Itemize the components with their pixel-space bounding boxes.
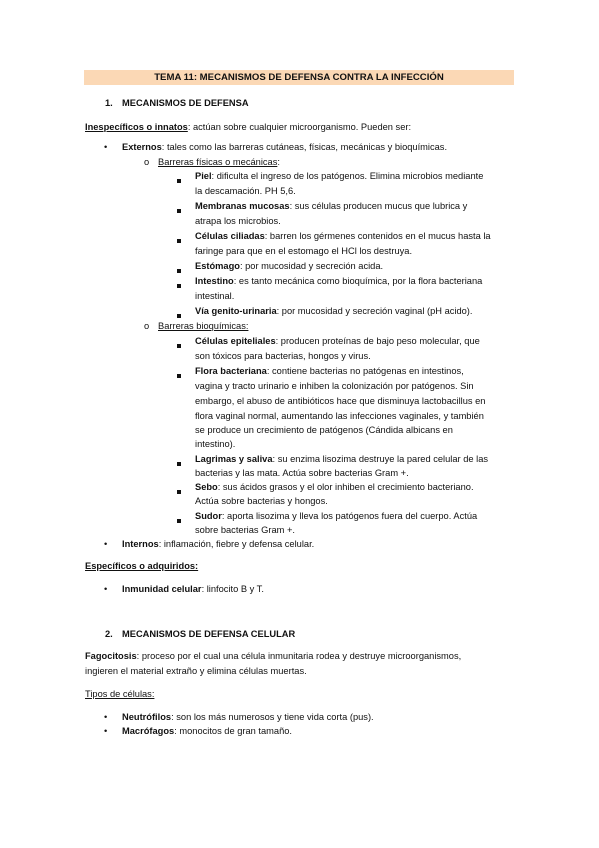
fisicas-item-intestino xyxy=(195,276,482,286)
item-text-continued: intestinal. xyxy=(195,291,235,301)
square-bullet-icon xyxy=(177,370,181,380)
neutrofilos-item xyxy=(122,712,374,722)
bullet-icon: • xyxy=(104,539,108,549)
macrofagos-label: Macrófagos xyxy=(122,726,175,736)
especificos-heading: Específicos o adquiridos: xyxy=(85,561,199,571)
internos-text: : inflamación, fiebre y defensa celular. xyxy=(158,539,315,549)
fisicas-item-ciliadas xyxy=(195,231,491,241)
item-text-continued: sobre bacterias Gram +. xyxy=(195,525,295,535)
externos-item xyxy=(122,142,447,152)
fagocitosis-paragraph xyxy=(85,651,461,661)
fisicas-label: Barreras físicas o mecánicas xyxy=(158,157,278,167)
bullet-icon: • xyxy=(104,142,108,152)
square-bullet-icon xyxy=(177,515,181,525)
item-text-continued: la descamación. PH 5,6. xyxy=(195,186,296,196)
section-2-number: 2. xyxy=(105,629,113,639)
circle-bullet: o xyxy=(144,157,150,167)
item-label: Sudor xyxy=(195,511,222,521)
item-text-continued: faringe para que en el estomago el HCl los destruya. xyxy=(195,246,413,256)
item-text: : producen proteínas de bajo peso molecular, que xyxy=(275,336,480,346)
item-label: Vía genito-urinaria xyxy=(195,306,277,316)
neutrofilos-label: Neutrófilos xyxy=(122,712,172,722)
item-label: Estómago xyxy=(195,261,240,271)
square-bullet-icon xyxy=(177,340,181,350)
tipos-heading: Tipos de células: xyxy=(85,689,155,699)
item-text-continued: Actúa sobre bacterias y hongos. xyxy=(195,496,328,506)
bullet-icon: • xyxy=(104,726,108,736)
item-text-continued: se produce un crecimiento de patógenos (Cándida albicans en xyxy=(195,425,453,435)
externos-label: Externos xyxy=(122,142,162,152)
fagocitosis-text-continued: ingieren el material extraño y elimina células muertas. xyxy=(85,666,307,676)
inmunidad-text: : linfocito B y T. xyxy=(201,584,264,594)
inespecificos-paragraph xyxy=(85,122,411,132)
item-text: : por mucosidad y secreción vaginal (pH acido). xyxy=(276,306,473,316)
item-text-continued: vagina y tracto urinario e inhiben la colonización por patógenos. Sin xyxy=(195,381,474,391)
item-text-continued: embargo, el abuso de antibióticos hace que disminuya lactobacillus en xyxy=(195,396,486,406)
square-bullet-icon xyxy=(177,175,181,185)
fisicas-item-piel xyxy=(195,171,483,181)
square-bullet-icon xyxy=(177,235,181,245)
fisicas-item-estomago xyxy=(195,261,383,271)
item-label: Células epiteliales xyxy=(195,336,276,346)
item-label: Células ciliadas xyxy=(195,231,265,241)
inmunidad-item xyxy=(122,584,264,594)
item-text: : barren los gérmenes contenidos en el mucus hasta la xyxy=(264,231,491,241)
square-bullet-icon xyxy=(177,310,181,320)
item-text: : sus células producen mucus que lubrica y xyxy=(289,201,468,211)
fisicas-item-genito xyxy=(195,306,472,316)
section-1-heading: MECANISMOS DE DEFENSA xyxy=(122,98,249,108)
macrofagos-item xyxy=(122,726,292,736)
inmunidad-label: Inmunidad celular xyxy=(122,584,202,594)
inespecificos-label: Inespecíficos o innatos xyxy=(85,122,188,132)
fisicas-colon: : xyxy=(277,157,280,167)
square-bullet-icon xyxy=(177,486,181,496)
fagocitosis-label: Fagocitosis xyxy=(85,651,137,661)
fisicas-item-mucosas xyxy=(195,201,467,211)
externos-text: : tales como las barreras cutáneas, físicas, mecánicas y bioquímicas. xyxy=(161,142,448,152)
bullet-icon: • xyxy=(104,584,108,594)
item-text: : aporta lisozima y lleva los patógenos fuera del cuerpo. Actúa xyxy=(221,511,478,521)
item-text-continued: son tóxicos para bacterias, hongos y virus. xyxy=(195,351,371,361)
square-bullet-icon xyxy=(177,280,181,290)
item-label: Flora bacteriana xyxy=(195,366,267,376)
item-label: Membranas mucosas xyxy=(195,201,290,211)
bioquimicas-heading: Barreras bioquímicas: xyxy=(158,321,249,331)
bioquimicas-item-epiteliales xyxy=(195,336,480,346)
internos-item xyxy=(122,539,314,549)
item-label: Piel xyxy=(195,171,212,181)
section-2-heading: MECANISMOS DE DEFENSA CELULAR xyxy=(122,629,296,639)
item-label: Sebo xyxy=(195,482,218,492)
item-text: : por mucosidad y secreción acida. xyxy=(239,261,384,271)
item-label: Intestino xyxy=(195,276,234,286)
section-1-number: 1. xyxy=(105,98,113,108)
bioquimicas-item-flora xyxy=(195,366,464,376)
item-text-continued: intestino). xyxy=(195,439,236,449)
internos-label: Internos xyxy=(122,539,159,549)
bioquimicas-item-sebo xyxy=(195,482,474,492)
item-text-continued: atrapa los microbios. xyxy=(195,216,281,226)
item-text: : su enzima lisozima destruye la pared celular de las xyxy=(272,454,489,464)
item-text: : es tanto mecánica como bioquímica, por la flora bacteriana xyxy=(233,276,483,286)
item-text-continued: bacterias y las mata. Actúa sobre bacterias Gram +. xyxy=(195,468,409,478)
fisicas-heading xyxy=(158,157,280,167)
inespecificos-text: : actúan sobre cualquier microorganismo. Pueden ser: xyxy=(187,122,412,132)
item-text: : dificulta el ingreso de los patógenos. Elimina microbios mediante xyxy=(211,171,484,181)
item-text-continued: flora vaginal normal, aumentando las infecciones vaginales, y también xyxy=(195,411,484,421)
item-text: : sus ácidos grasos y el olor inhiben el crecimiento bacteriano. xyxy=(217,482,474,492)
bioquimicas-item-sudor xyxy=(195,511,477,521)
fagocitosis-text: : proceso por el cual una célula inmunitaria rodea y destruye microorganismos, xyxy=(136,651,462,661)
item-text: : contiene bacterias no patógenas en intestinos, xyxy=(266,366,464,376)
square-bullet-icon xyxy=(177,205,181,215)
bullet-icon: • xyxy=(104,712,108,722)
square-bullet-icon xyxy=(177,458,181,468)
neutrofilos-text: : son los más numerosos y tiene vida corta (pus). xyxy=(171,712,374,722)
item-label: Lagrimas y saliva xyxy=(195,454,273,464)
page-title: TEMA 11: MECANISMOS DE DEFENSA CONTRA LA INFECCIÓN xyxy=(154,72,444,83)
square-bullet-icon xyxy=(177,265,181,275)
circle-bullet: o xyxy=(144,321,150,331)
bioquimicas-item-lagrimas xyxy=(195,454,488,464)
macrofagos-text: : monocitos de gran tamaño. xyxy=(174,726,293,736)
